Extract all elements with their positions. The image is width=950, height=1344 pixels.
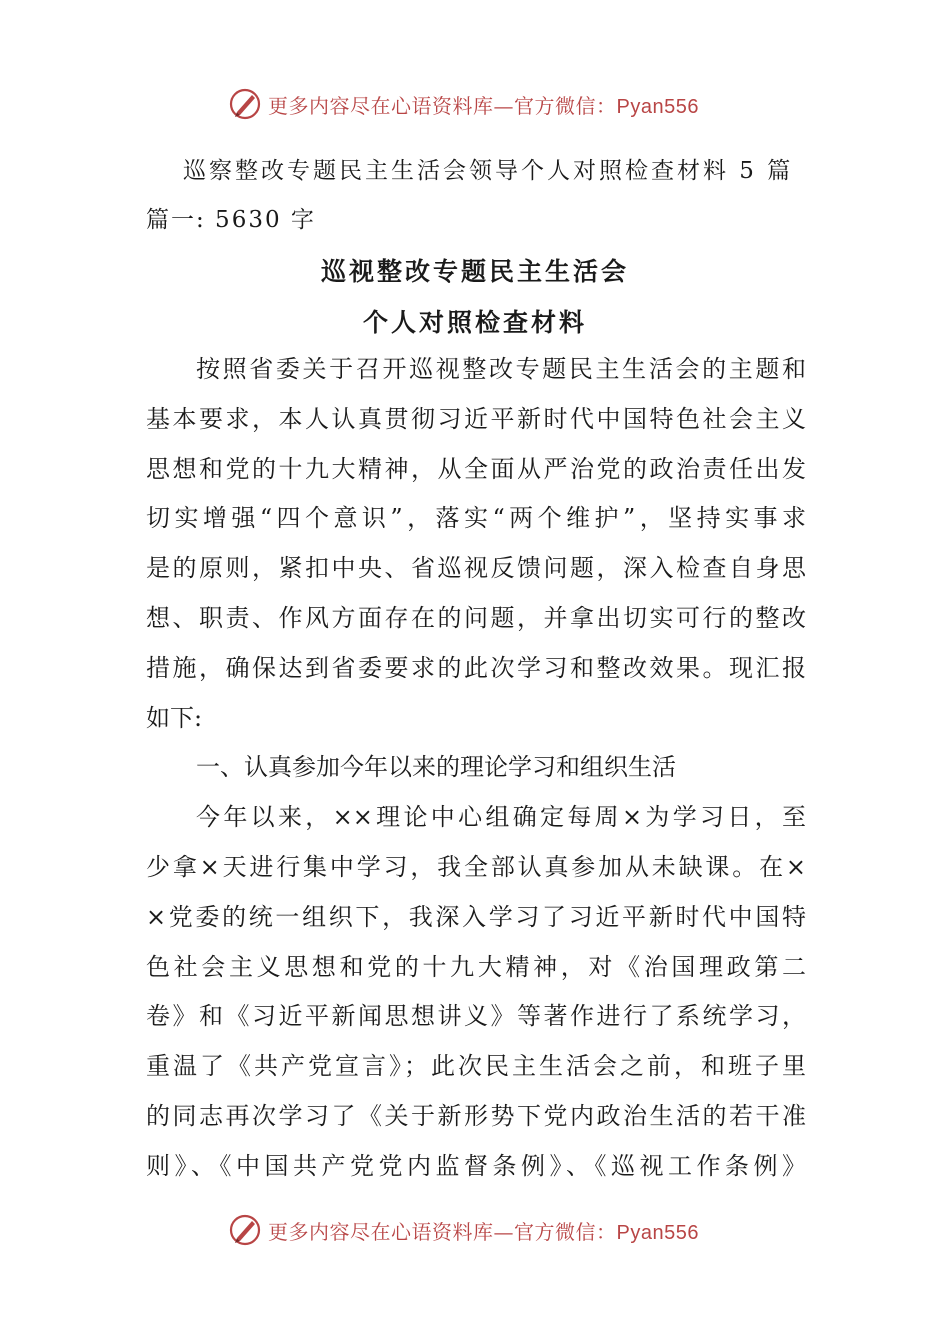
paragraph-intro <box>146 345 806 1192</box>
paragraph-line: 是的原则，紧扣中央、省巡视反馈问题，深入检查自身思 <box>146 554 806 583</box>
paragraph-line: 重温了《共产党宣言》；此次民主生活会之前，和班子里 <box>146 1052 806 1081</box>
main-heading-line2: 个人对照检查材料 <box>362 308 587 337</box>
paragraph-line: 的同志再次学习了《关于新形势下党内政治生活的若干准 <box>146 1101 806 1130</box>
paragraph-line: 如下: <box>146 703 203 732</box>
paragraph-line: 卷》和《习近平新闻思想讲义》等著作进行了系统学习， <box>146 1002 806 1031</box>
section-heading: 一、认真参加今年以来的理论学习和组织生活 <box>196 753 676 782</box>
paragraph-line: 今年以来，××理论中心组确定每周×为学习日，至 <box>196 803 806 832</box>
paragraph-line: ×党委的统一组织下，我深入学习了习近平新时代中国特 <box>146 902 806 931</box>
banner-wechat-id: Pyan556 <box>616 1221 699 1244</box>
pen-logo-icon <box>228 87 262 121</box>
paragraph-line: 切实增强“四个意识”，落实“两个维护”，坚持实事求 <box>146 504 806 533</box>
paragraph-line: 则》、《中国共产党党内监督条例》、《巡视工作条例》 <box>146 1151 806 1180</box>
banner-text: 更多内容尽在心语资料库—官方微信：Pyan556 <box>268 1219 699 1244</box>
paragraph-line: 想、职责、作风方面存在的问题，并拿出切实可行的整改 <box>146 603 806 632</box>
watermark-banner-top <box>228 86 699 122</box>
paragraph-line: 思想和党的十九大精神，从全面从严治党的政治责任出发 <box>146 454 806 483</box>
paragraph-line: 色社会主义思想和党的十九大精神，对《治国理政第二 <box>146 952 806 981</box>
watermark-banner-bottom <box>228 1212 699 1248</box>
main-heading-line1: 巡视整改专题民主生活会 <box>320 257 629 286</box>
paragraph-line: 少拿×天进行集中学习，我全部认真参加从未缺课。在× <box>146 852 806 881</box>
paragraph-line: 按照省委关于召开巡视整改专题民主生活会的主题和 <box>196 355 806 383</box>
document-subtitle: 篇一: 5630 字 <box>146 207 316 233</box>
paragraph-line: 基本要求，本人认真贯彻习近平新时代中国特色社会主义 <box>146 404 806 433</box>
paragraph-line: 措施，确保达到省委要求的此次学习和整改效果。现汇报 <box>146 653 806 682</box>
banner-text: 更多内容尽在心语资料库—官方微信：Pyan556 <box>268 93 699 118</box>
banner-wechat-id: Pyan556 <box>616 95 699 118</box>
document-title: 巡察整改专题民主生活会领导个人对照检查材料 5 篇 <box>183 158 794 184</box>
pen-logo-icon <box>228 1213 262 1247</box>
